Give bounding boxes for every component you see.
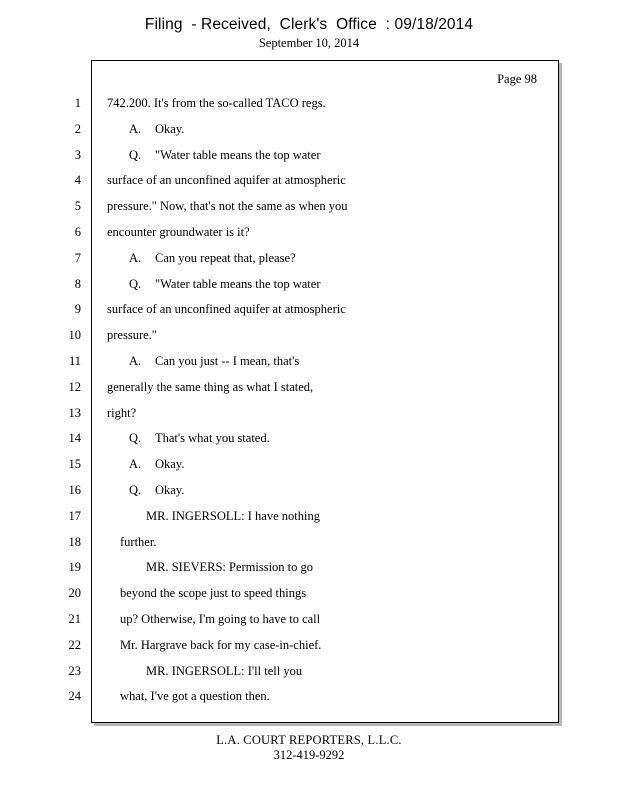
transcript-line <box>0 274 560 294</box>
line-text: right? <box>107 405 137 420</box>
transcript-line <box>0 119 560 139</box>
line-number: 11 <box>68 354 81 368</box>
transcript-line <box>0 403 560 423</box>
deposition-date: September 10, 2014 <box>258 36 360 50</box>
line-text: Mr. Hargrave back for my case-in-chief. <box>120 637 322 652</box>
line-number: 19 <box>68 560 81 575</box>
speaker-tag: Q. <box>129 431 142 446</box>
line-number: 14 <box>68 431 81 446</box>
line-text: surface of an unconfined aquifer at atmospheric <box>107 302 346 317</box>
line-number: 23 <box>68 663 81 678</box>
line-body: "Water table means the top water <box>155 276 321 291</box>
speaker-tag: Q. <box>129 276 142 291</box>
line-number: 5 <box>74 199 81 214</box>
line-body: Okay. <box>155 483 185 497</box>
transcript-line <box>0 351 560 371</box>
speaker-tag: A. <box>129 121 142 136</box>
line-number: 10 <box>68 328 81 343</box>
transcript-line <box>0 686 560 706</box>
transcript-line <box>0 170 560 190</box>
line-text: surface of an unconfined aquifer at atmospheric <box>107 173 346 188</box>
line-text: MR. INGERSOLL: I have nothing <box>146 508 320 523</box>
court-reporter-firm: L.A. COURT REPORTERS, L.L.C. <box>216 733 402 747</box>
transcript-line <box>0 145 560 165</box>
line-text: encounter groundwater is it? <box>107 225 250 239</box>
line-number: 4 <box>74 173 81 188</box>
transcript-line <box>0 635 560 655</box>
transcript-line <box>0 222 560 242</box>
line-text <box>129 119 184 139</box>
line-text <box>129 248 296 268</box>
line-body: "Water table means the top water <box>155 147 321 162</box>
page-number: Page 98 <box>497 72 537 86</box>
line-text <box>129 428 270 448</box>
line-number: 22 <box>68 637 81 652</box>
line-text: MR. SIEVERS: Permission to go <box>146 560 314 575</box>
transcript-line <box>0 454 560 474</box>
line-text: pressure." <box>107 328 157 343</box>
line-number: 15 <box>68 457 81 472</box>
line-number: 8 <box>74 276 81 291</box>
transcript-line <box>0 480 560 500</box>
line-number: 6 <box>74 225 81 239</box>
line-number: 21 <box>68 612 81 626</box>
line-text <box>129 480 184 500</box>
line-text: MR. INGERSOLL: I'll tell you <box>146 663 303 678</box>
line-body: Okay. <box>155 457 185 472</box>
transcript-line <box>0 377 560 397</box>
transcript-line <box>0 325 560 345</box>
line-text: 742.200. It's from the so-called TACO regs. <box>107 96 326 110</box>
speaker-tag: Q. <box>129 147 142 162</box>
line-number: 24 <box>68 689 81 704</box>
line-body: Can you repeat that, please? <box>155 250 296 265</box>
line-number: 20 <box>68 586 81 601</box>
transcript-line <box>0 583 560 603</box>
line-text: beyond the scope just to speed things <box>120 586 307 601</box>
line-number: 17 <box>68 508 81 523</box>
speaker-tag: Q. <box>129 483 142 497</box>
line-body: Okay. <box>155 121 185 136</box>
line-number: 1 <box>74 96 81 110</box>
transcript-line <box>0 299 560 319</box>
transcript-line <box>0 609 560 629</box>
line-number: 2 <box>74 121 81 136</box>
line-number: 7 <box>74 250 81 265</box>
transcript-line <box>0 93 560 113</box>
line-body: That's what you stated. <box>155 431 270 446</box>
line-text <box>129 351 299 371</box>
line-number: 13 <box>68 405 81 420</box>
line-text: pressure." Now, that's not the same as when you <box>107 199 348 214</box>
line-number: 12 <box>68 379 81 394</box>
transcript-line <box>0 661 560 681</box>
line-number: 16 <box>68 483 81 497</box>
line-text: further. <box>120 534 157 549</box>
line-text <box>129 274 321 294</box>
court-reporter-phone: 312-419-9292 <box>273 748 345 762</box>
line-body: Can you just -- I mean, that's <box>155 354 300 368</box>
transcript-line <box>0 557 560 577</box>
transcript-line <box>0 506 560 526</box>
filing-stamp: Filing - Received, Clerk's Office : 09/18/2014 <box>144 16 474 33</box>
line-text <box>129 145 321 165</box>
transcript-line <box>0 532 560 552</box>
line-text: what, I've got a question then. <box>120 689 270 704</box>
transcript-line <box>0 196 560 216</box>
line-number: 9 <box>74 302 81 317</box>
line-text: generally the same thing as what I stated, <box>107 379 314 394</box>
transcript-line <box>0 428 560 448</box>
speaker-tag: A. <box>129 250 142 265</box>
speaker-tag: A. <box>129 457 142 472</box>
line-text: up? Otherwise, I'm going to have to call <box>120 612 321 626</box>
speaker-tag: A. <box>129 354 142 368</box>
line-number: 3 <box>74 147 81 162</box>
transcript-line <box>0 248 560 268</box>
line-text <box>129 454 184 474</box>
line-number: 18 <box>68 534 81 549</box>
